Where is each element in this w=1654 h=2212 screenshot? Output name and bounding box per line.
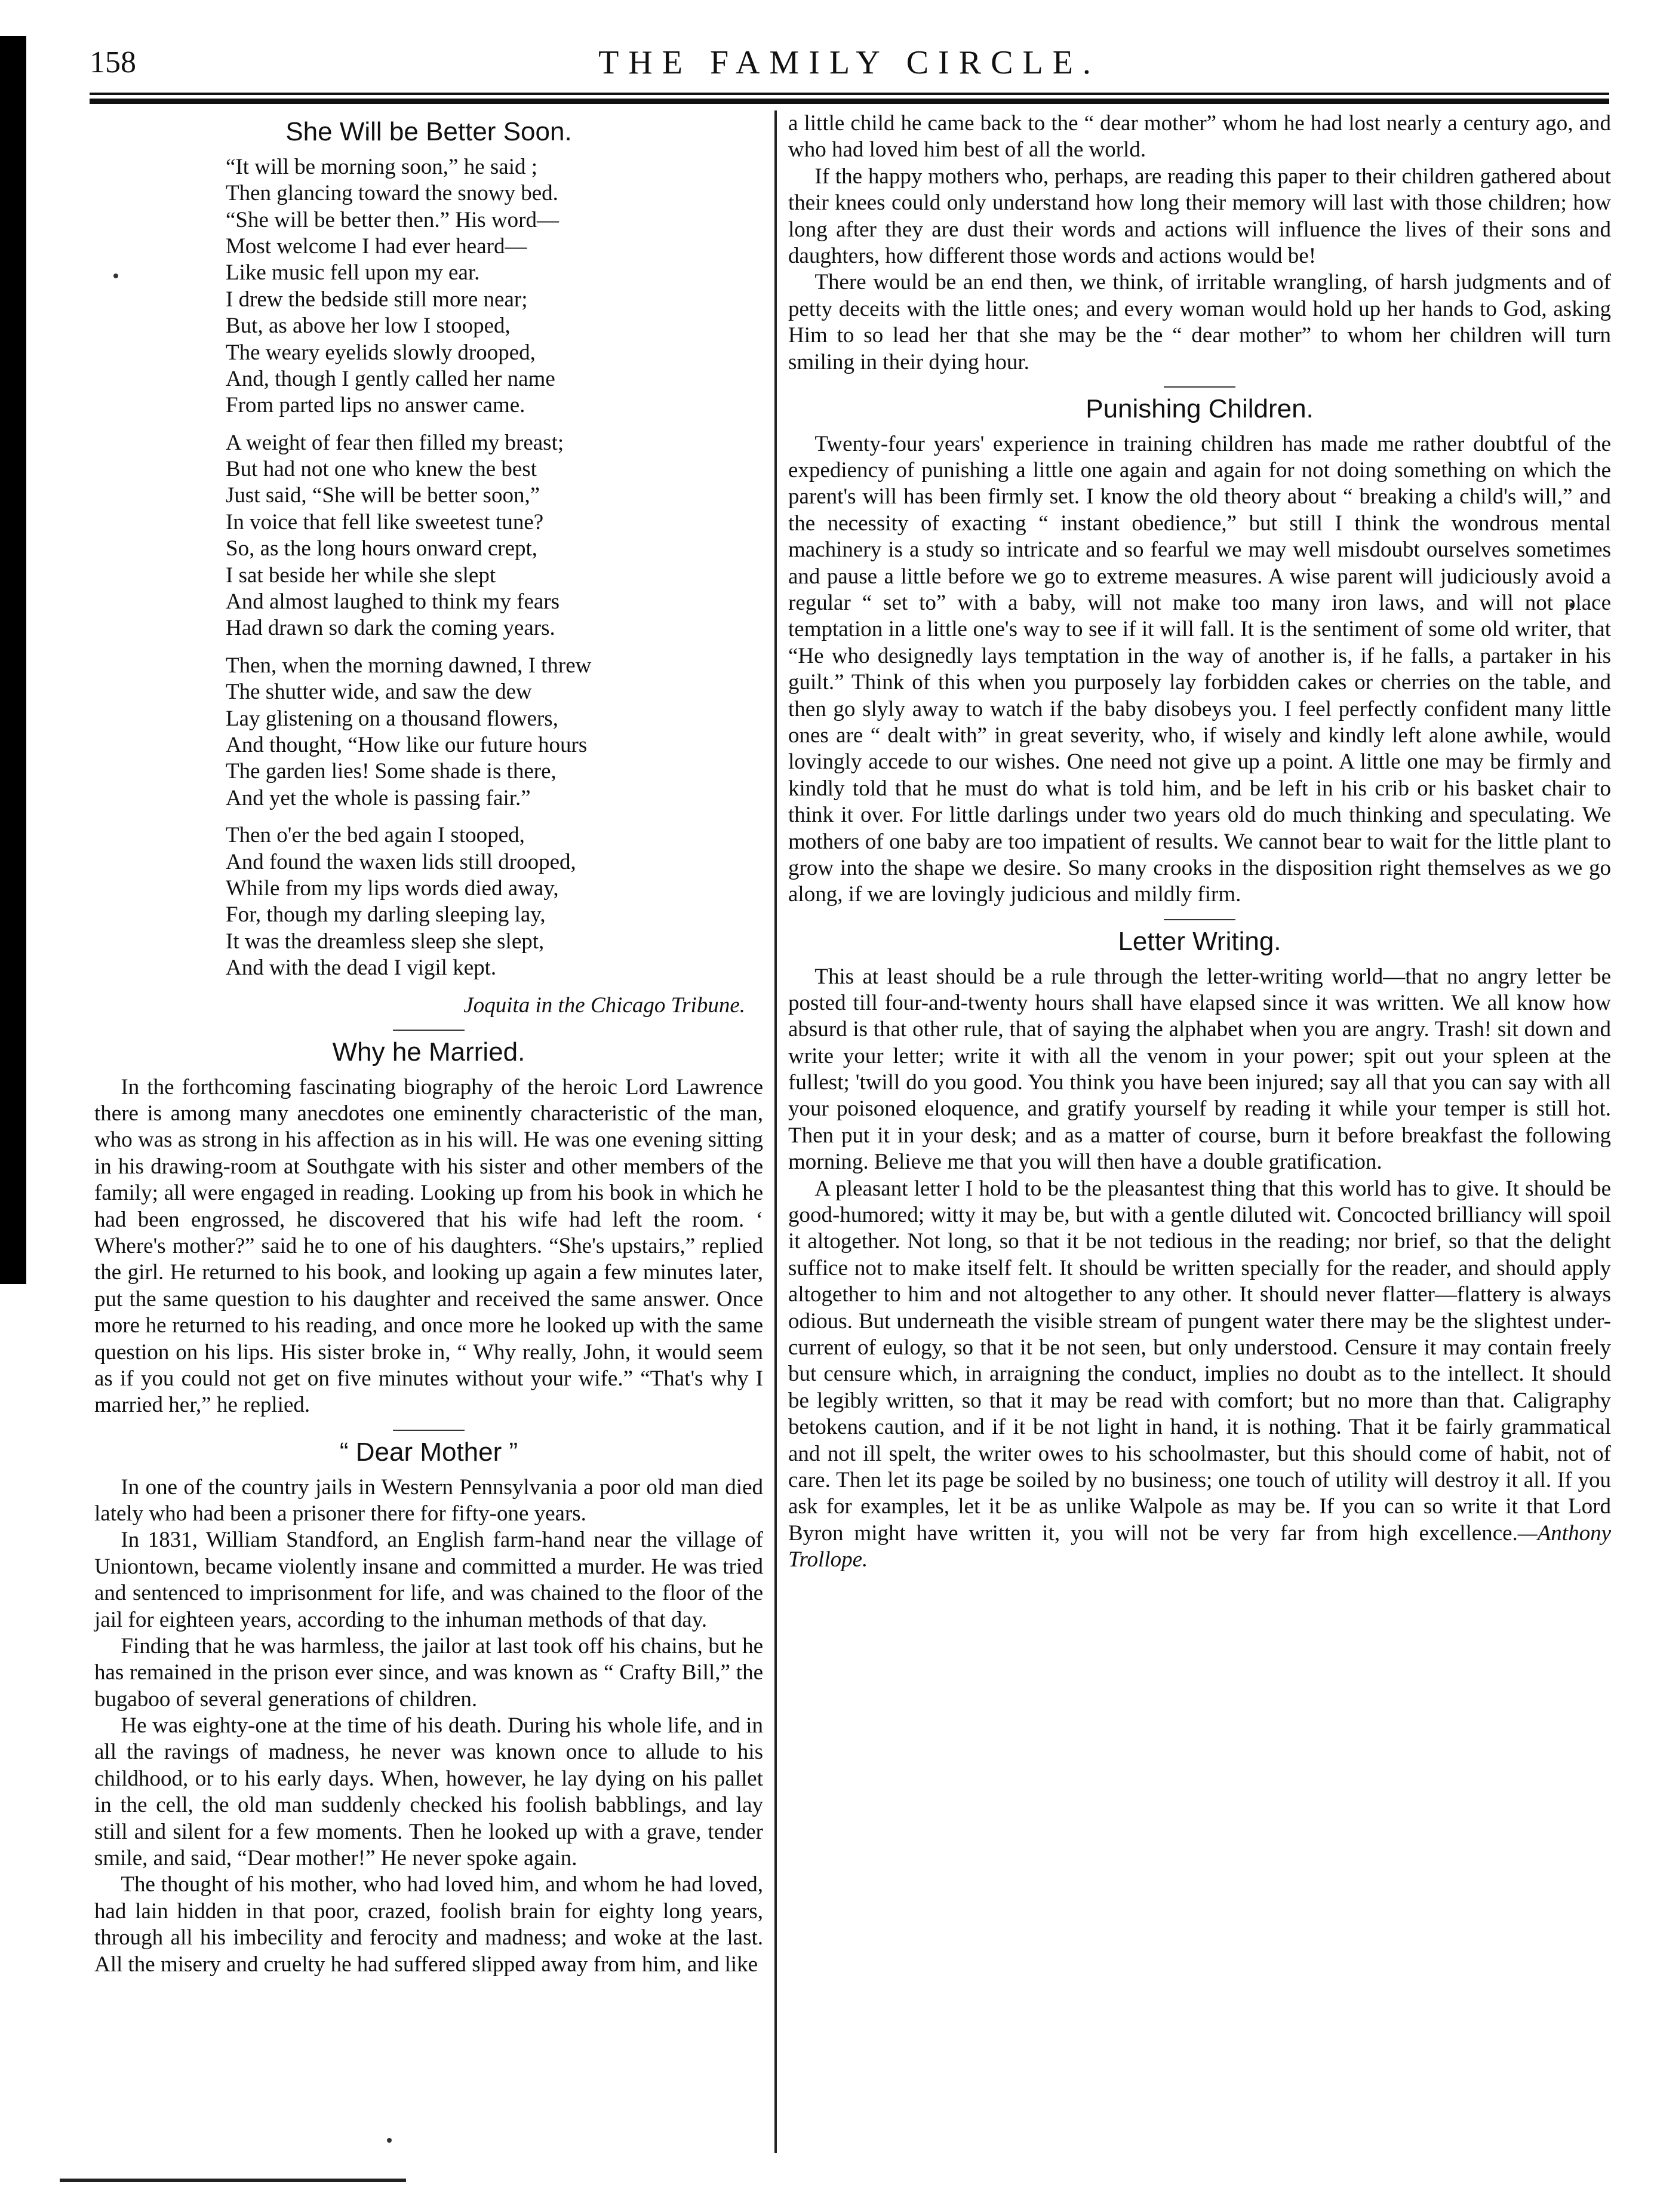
article-title: Why he Married.: [332, 1037, 525, 1067]
left-column: [94, 110, 763, 1989]
poem-line: I drew the bedside still more near;: [226, 287, 528, 312]
poem-stanza: [226, 653, 763, 812]
article-paragraph: In one of the country jails in Western Pennsylvania a poor old man died lately who had been a prisoner there for fifty-one years.: [94, 1474, 763, 1526]
article-paragraph: This at least should be a rule through the letter-writing world—that no angry letter be posted till four-and-twenty hours shall have elapsed since it was written. We all know how absurd is that other rule, that of saying the alphabet when you are angry. Trash! sit down and write your letter; write it with all the venom in your power; spit out your spleen at the fullest; 'twill do you good. You think you have been injured; say all that you can say with all your poisoned eloquence, and gratify yourself by reading it while your temper is still hot. Then put it in your desk; and as a matter of course, burn it before breakfast the following morning. Believe me that you will then have a double gratification.: [788, 964, 1611, 1175]
article-title: She Will be Better Soon.: [285, 117, 572, 146]
poem-stanza: [226, 154, 763, 419]
poem-line: And found the waxen lids still drooped,: [226, 849, 576, 874]
poem-line: And almost laughed to think my fears: [226, 589, 560, 615]
article-paragraph: Twenty-four years' experience in training children has made me rather doubtful of the expediency of punishing a little one again and again for not doing something on which the parent's will has been firmly set. I know the old theory about “ breaking a child's will,” and the necessity of exacting “ instant obedience,” but still I think the wondrous mental machinery is a study so intricate and so fearful we may well misdoubt ourselves sometimes and pause a little before we go to extreme measures. A wise parent will judiciously avoid a regular “ set to” with a baby, will not make too many iron laws, and will not place temptation in a little one's way to see if it will fall. It is the sentiment of some old writer, that “He who designedly lays temptation in the way of another is, if he falls, a partaker in his guilt.” Think of this when you purposely lay forbidden cakes or cherries on the table, and then go slyly away to watch if the baby disobeys you. I feel perfectly confident many little ones are “ dealt with” in great severity, who, if wisely and kindly left alone awhile, would lovingly accede to our wishes. One need not give up a point. A little one may be firmly and kindly told that he must do what is told him, and be left in his crib or his basket chair to think it over. For little darlings under two years old do much thinking and speculating. We mothers of one baby are too impatient of results. We cannot bear to wait for the little plant to grow into the shape we desire. So many crooks in the disposition right themselves as we go along, if we are lovingly judicious and mildly firm.: [788, 431, 1611, 907]
poem-line: “It will be morning soon,” he said ;: [226, 154, 538, 179]
article-title: Letter Writing.: [1118, 926, 1281, 956]
poem-line: And thought, “How like our future hours: [226, 733, 588, 757]
article-paragraph: The thought of his mother, who had loved him, and whom he had loved, had lain hidden in that poor, crazed, foolish brain for eighty long years, through all his imbecility and ferocity and madness; and woke at the last. All the misery and cruelty he had suffered slipped away from him, and like: [94, 1872, 763, 1977]
article-attribution: —Anthony Trollope.: [788, 1520, 1611, 1572]
article-paragraph: Finding that he was harmless, the jailor at last took off his chains, but he has remained in the prison ever since, and was known as “ Crafty Bill,” the bugaboo of several generations of children.: [94, 1633, 763, 1712]
poem-line: But, as above her low I stooped,: [226, 314, 511, 339]
header-rule-thick: [90, 99, 1609, 104]
poem-line: Like music fell upon my ear.: [226, 260, 480, 285]
poem-line: Then glancing toward the snowy bed.: [226, 181, 558, 206]
scan-edge-bar: [0, 36, 26, 1284]
poem-line: Then o'er the bed again I stooped,: [226, 823, 525, 848]
page-title: THE FAMILY CIRCLE.: [598, 44, 1100, 81]
article-she-will-be-better-soon: [94, 116, 763, 1019]
poem-line: Had drawn so dark the coming years.: [226, 616, 555, 641]
poem-line: While from my lips words died away,: [226, 875, 559, 901]
poem-stanza: [226, 822, 763, 981]
poem: [94, 154, 763, 982]
right-column: [788, 110, 1611, 1584]
header-rule-thin: [90, 93, 1609, 95]
article-paragraph: There would be an end then, we think, of irritable wrangling, of harsh judgments and of petty deceits with the little ones; and every woman would hold up her hands to God, asking Him to so lead her that she may be the “ dear mother” to whom her children will turn smiling in their dying hour.: [788, 270, 1611, 374]
article-paragraph-text: A pleasant letter I hold to be the pleasantest thing that this world has to give. It should be good-humored; witty it may be, but with a gentle diluted wit. Concocted brilliancy will spoil it altogether. Not long, so that it be not tedious in the reading; nor brief, so that the delight suffice not to make itself felt. It should be written specially for the reader, and should apply altogether to him and not altogether to any other. It should never flatter—flattery is always odious. But underneath the visible stream of pungent water there may be the slightest under-current of eulogy, so that it be not seen, but only understood. Censure it may contain freely but censure which, in arraigning the conduct, implies no doubt as to the intellect. It should be legibly written, so that it may be read with comfort; but no more than that. Caligraphy betokens caution, and if it be not light in hand, it is nothing. That it be fairly grammatical and not ill spelt, the writer owes to his schoolmaster, but this should come of habit, not of care. Then let its page be soiled by no business; one touch of utility will destroy it all. If you ask for examples, let it be as unlike Walpole as may be. If you can so write it that Lord Byron might have written it, you will not be very far from high excellence.: [788, 1176, 1611, 1546]
poem-line: Lay glistening on a thousand flowers,: [226, 706, 558, 731]
article-punishing-children: [788, 394, 1611, 908]
article-title: “ Dear Mother ”: [339, 1437, 518, 1467]
article-title: Punishing Children.: [1086, 394, 1314, 423]
poem-line: So, as the long hours onward crept,: [226, 536, 538, 561]
poem-line: And yet the whole is passing fair.”: [226, 785, 531, 810]
poem-line: Most welcome I had ever heard—: [226, 234, 527, 259]
print-speck: [387, 2138, 392, 2143]
article-paragraph: In the forthcoming fascinating biography of the heroic Lord Lawrence there is among many anecdotes one eminently characteristic of the man, who was as strong in his affection as in his will. He was one evening sitting in his drawing-room at Southgate with his sister and other members of the family; all were engaged in reading. Looking up from his book in which he had been engrossed, he discovered that his wife had left the room. ‘ Where's mother?” said he to one of his daughters. “She's upstairs,” replied the girl. He returned to his book, and looking up again a few minutes later, put the same question to his daughter and received the same answer. Once more he returned to his reading, and once more he looked up with the same question on his lips. His sister broke in, “ Why really, John, it would seem as if you could not get on five minutes without your wife.” “That's why I married her,” he replied.: [94, 1074, 763, 1418]
article-paragraph: In 1831, William Standford, an English farm-hand near the village of Uniontown, became violently insane and committed a murder. He was tried and sentenced to imprisonment for life, and was chained to the floor of the jail for eighteen years, according to the inhuman methods of that day.: [94, 1528, 763, 1632]
poem-attribution: Joquita in the Chicago Tribune.: [463, 993, 745, 1018]
poem-line: From parted lips no answer came.: [226, 393, 525, 418]
poem-line: It was the dreamless sleep she slept,: [226, 929, 545, 954]
poem-line: Then, when the morning dawned, I threw: [226, 653, 592, 678]
article-paragraph: a little child he came back to the “ dear mother” whom he had lost nearly a century ago, and who had loved him best of all the world.: [788, 111, 1611, 162]
column-divider: [774, 110, 777, 2153]
article-letter-writing: [788, 926, 1611, 1574]
article-separator: [393, 1030, 465, 1031]
article-separator: [393, 1430, 465, 1431]
poem-stanza: [226, 430, 763, 642]
article-separator: [1164, 919, 1235, 920]
poem-line: The shutter wide, and saw the dew: [226, 680, 532, 705]
poem-line: A weight of fear then filled my breast;: [226, 430, 564, 455]
poem-line: I sat beside her while she slept: [226, 563, 496, 588]
poem-line: “She will be better then.” His word—: [226, 207, 559, 232]
poem-line: And, though I gently called her name: [226, 366, 555, 391]
poem-line: And with the dead I vigil kept.: [226, 956, 497, 981]
poem-line: In voice that fell like sweetest tune?: [226, 509, 544, 534]
page-number: 158: [90, 45, 136, 79]
poem-line: The weary eyelids slowly drooped,: [226, 340, 536, 365]
article-paragraph: [788, 1176, 1611, 1574]
article-separator: [1164, 386, 1235, 388]
article-paragraph: He was eighty-one at the time of his death. During his whole life, and in all the ravings of madness, he never was known once to allude to his childhood, or to his early days. When, however, he lay dying on his pallet in the cell, the old man suddenly checked his foolish babblings, and lay still and silent for a few moments. Then he looked up with a grave, tender smile, and said, “Dear mother!” He never spoke again.: [94, 1713, 763, 1871]
article-why-he-married: [94, 1037, 763, 1419]
poem-line: For, though my darling sleeping lay,: [226, 902, 546, 927]
poem-line: Just said, “She will be better soon,”: [226, 483, 540, 508]
poem-line: The garden lies! Some shade is there,: [226, 759, 557, 784]
article-dear-mother-continued: [788, 110, 1611, 376]
article-paragraph: If the happy mothers who, perhaps, are reading this paper to their children gathered about their knees could only understand how long their memory will last with those children; how long after they are dust their words and actions will influence the lives of their sons and daughters, how different those words and actions would be!: [788, 164, 1611, 268]
article-dear-mother: [94, 1437, 763, 1978]
poem-line: But had not one who knew the best: [226, 457, 537, 482]
page-header: [90, 36, 1609, 90]
footer-rule: [60, 2179, 406, 2182]
